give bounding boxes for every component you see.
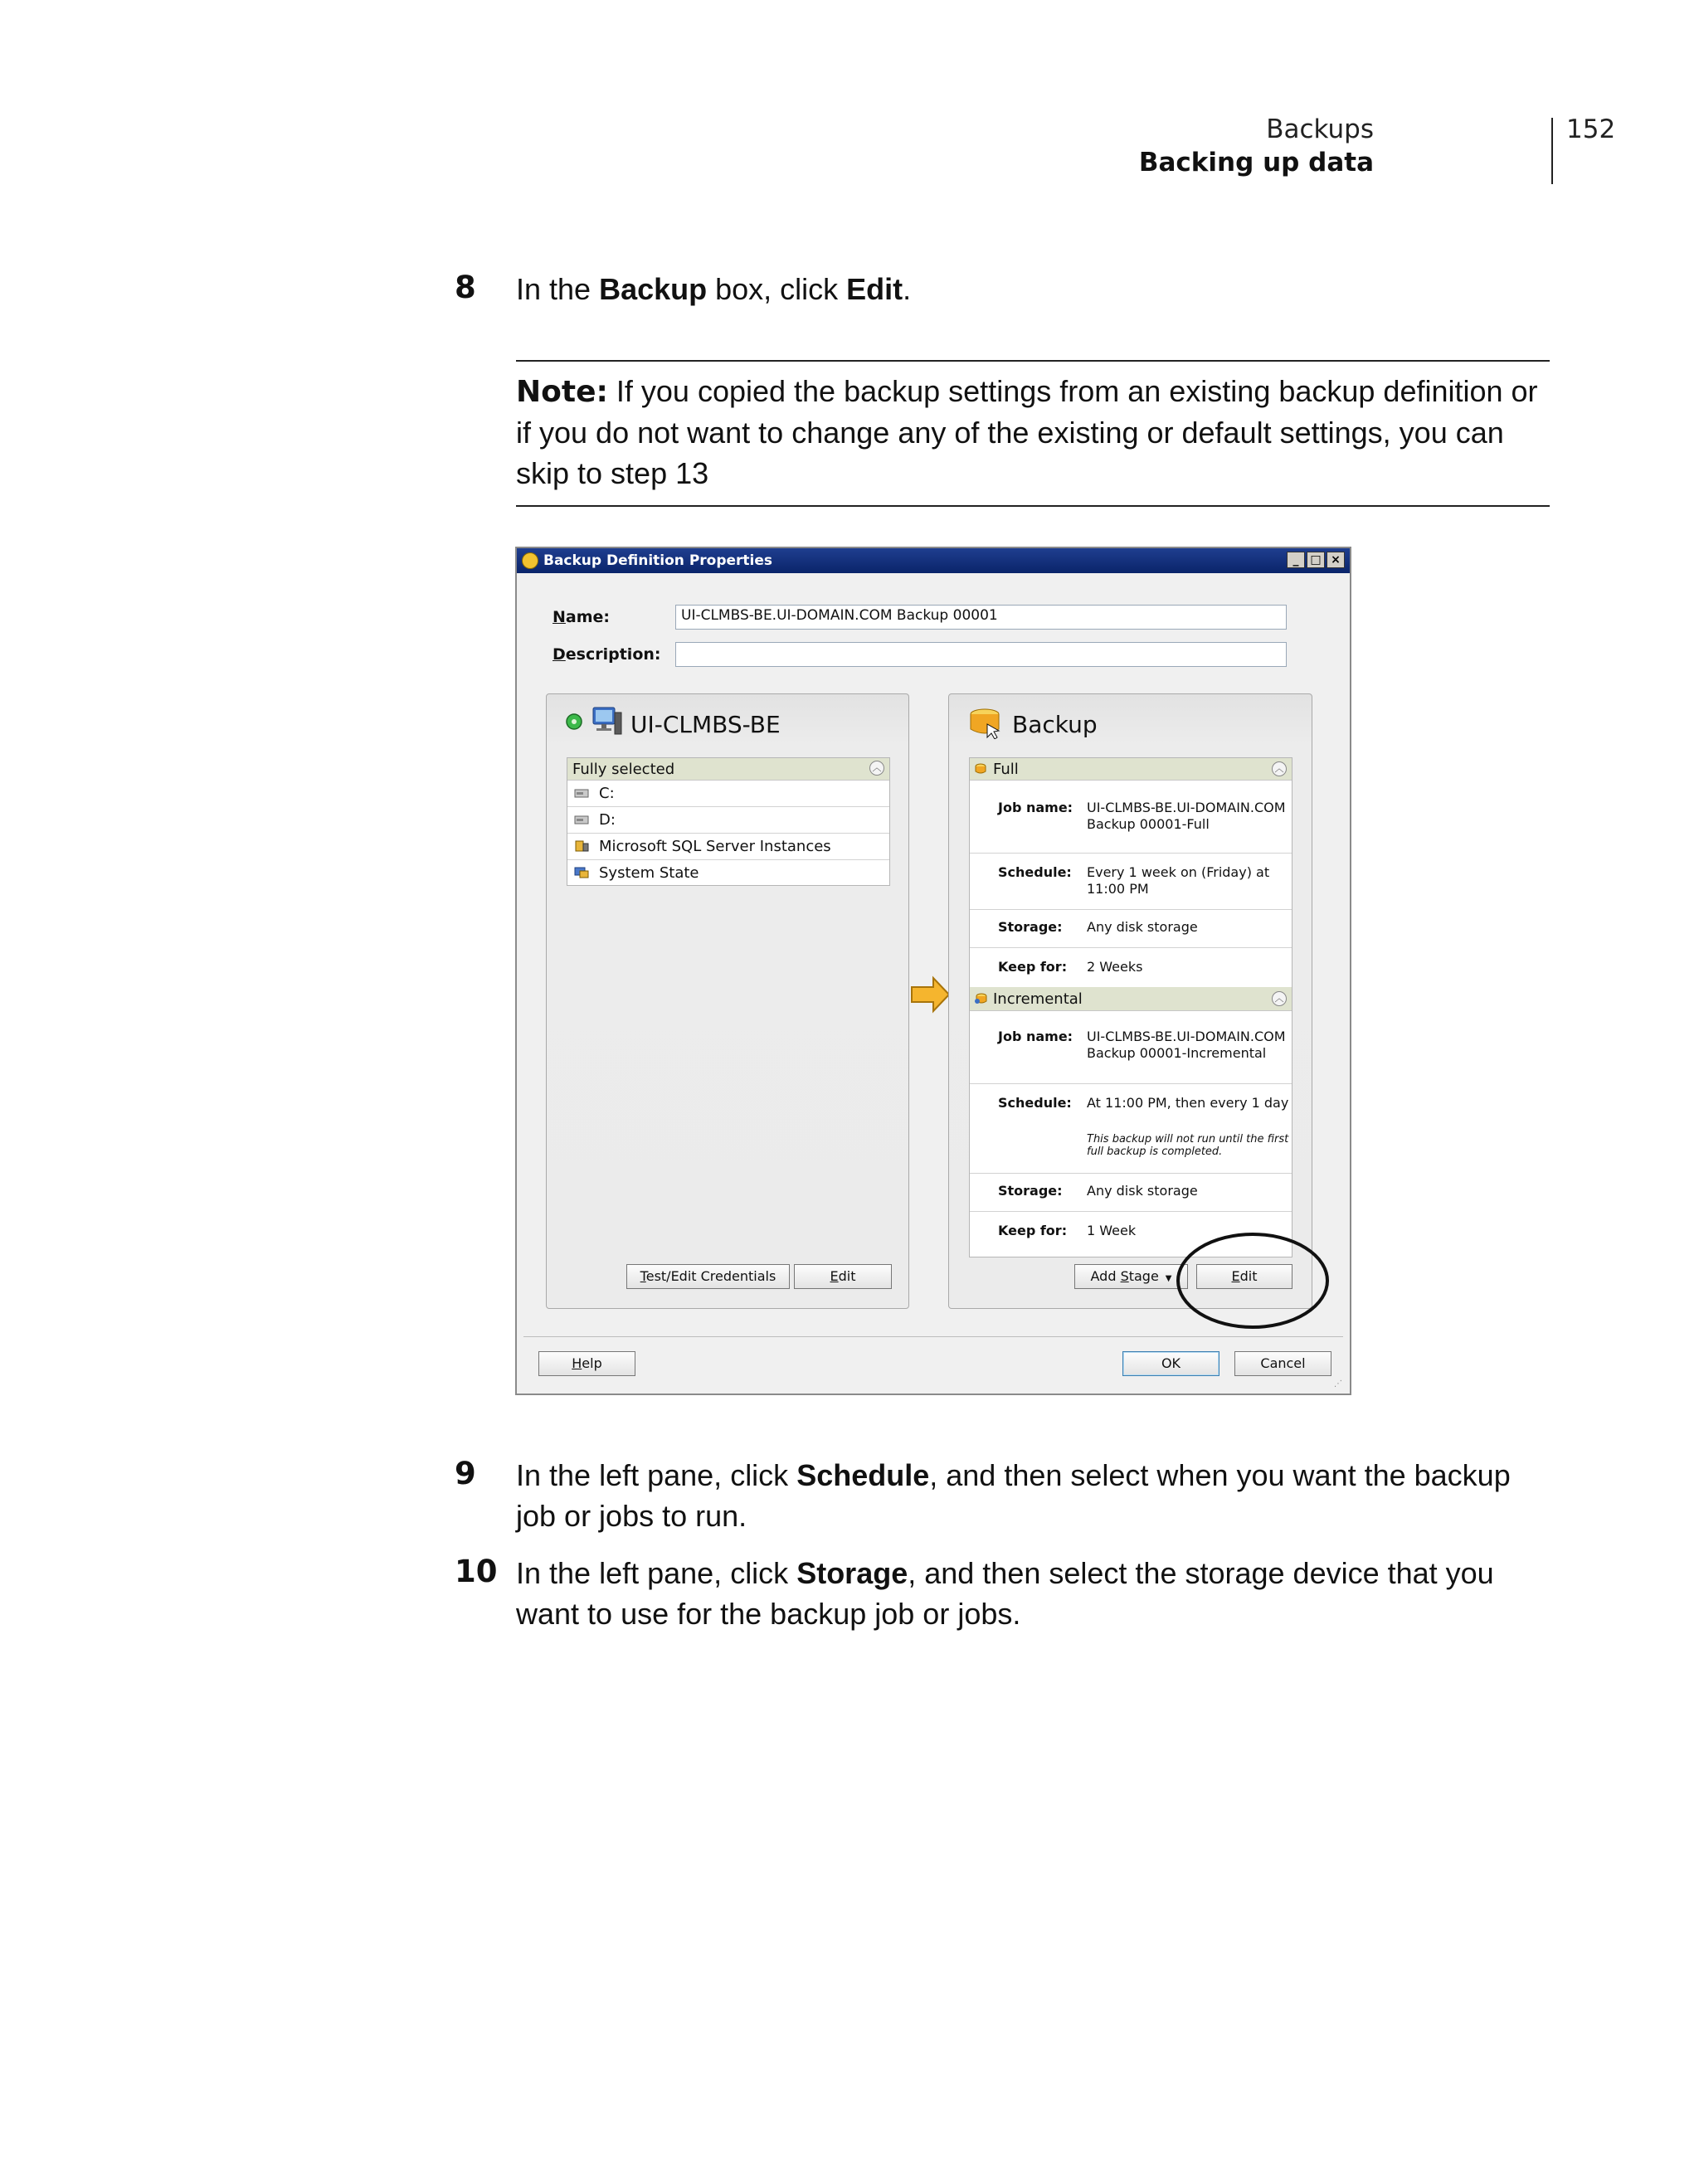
incremental-job-name-row: Job name: UI-CLMBS-BE.UI-DOMAIN.COM Backup 00001-Incremental [970, 1010, 1292, 1084]
header-divider [1551, 118, 1553, 184]
step-number: 9 [455, 1456, 476, 1491]
full-keep-row: Keep for: 2 Weeks [998, 959, 1143, 975]
highlight-circle [1171, 1233, 1335, 1342]
drive-icon [574, 787, 589, 799]
full-backup-icon [974, 762, 987, 776]
incremental-stage-header[interactable] [970, 987, 1292, 1011]
close-icon[interactable]: × [1327, 552, 1345, 568]
name-label: Name: [553, 608, 611, 626]
incremental-schedule-row: Schedule: At 11:00 PM, then every 1 day This backup will not run until the first full backup is completed. [970, 1083, 1292, 1174]
full-label: Full [993, 761, 1019, 778]
fully-selected-header[interactable] [567, 758, 889, 781]
backup-edit-button[interactable]: Edit [1196, 1264, 1293, 1289]
chapter-title: Backups [1266, 114, 1374, 144]
name-input[interactable]: UI-CLMBS-BE.UI-DOMAIN.COM Backup 00001 [675, 605, 1287, 630]
server-icon [591, 706, 623, 736]
incremental-label: Incremental [993, 990, 1083, 1008]
note-bottom-rule [516, 505, 1550, 507]
collapse-icon[interactable]: ︿ [1272, 761, 1287, 776]
dialog-title: Backup Definition Properties [543, 552, 773, 569]
group-label: Fully selected [572, 761, 675, 778]
step-number: 10 [455, 1554, 498, 1589]
source-pane [546, 693, 909, 1309]
page-header [1138, 114, 1616, 182]
collapse-icon[interactable]: ︿ [869, 761, 884, 776]
full-stage-header[interactable] [970, 758, 1292, 781]
cancel-button[interactable]: Cancel [1234, 1351, 1331, 1376]
source-title: UI-CLMBS-BE [630, 711, 781, 738]
dropdown-arrow-icon: ▼ [1165, 1274, 1172, 1283]
step-number: 8 [455, 270, 476, 305]
minimize-icon[interactable]: _ [1287, 552, 1305, 568]
dialog-titlebar [517, 548, 1350, 573]
help-button[interactable]: Help [538, 1351, 635, 1376]
full-job-name-row: Job name: UI-CLMBS-BE.UI-DOMAIN.COM Backup 00001-Full [970, 780, 1292, 854]
maximize-icon[interactable]: □ [1307, 552, 1325, 568]
backup-icon [969, 708, 1004, 739]
system-state-icon [574, 867, 589, 878]
backup-definition-dialog [515, 547, 1351, 1395]
backup-stages-list [969, 757, 1293, 1257]
source-edit-button[interactable]: Edit [794, 1264, 892, 1289]
resize-grip-icon[interactable]: ⋰ [1334, 1379, 1342, 1389]
step-text: In the Backup box, click Edit. [516, 272, 912, 306]
backup-pane [948, 693, 1312, 1309]
database-icon [574, 840, 589, 852]
section-title: Backing up data [1138, 148, 1374, 178]
test-edit-credentials-button[interactable]: Test/Edit Credentials [626, 1264, 790, 1289]
step-text: In the left pane, click Schedule, and then select when you want the backup job or jobs to run. [516, 1458, 1511, 1533]
backup-title: Backup [1012, 711, 1098, 738]
incremental-storage-row: Storage: Any disk storage [970, 1173, 1292, 1212]
step-text: In the left pane, click Storage, and then select the storage device that you want to use for the backup job or jobs. [516, 1556, 1494, 1631]
drive-icon [574, 814, 589, 825]
note: Note: If you copied the backup settings from an existing backup definition or if you do not want to change any of the existing or default settings, you can skip to step 13 [516, 374, 1538, 490]
status-ok-icon [565, 713, 583, 731]
incremental-keep-row: Keep for: 1 Week [998, 1223, 1137, 1238]
full-schedule-row: Schedule: Every 1 week on (Friday) at 11:00 PM [970, 853, 1292, 910]
collapse-icon[interactable]: ︿ [1272, 991, 1287, 1006]
backup-app-icon [522, 552, 538, 569]
list-item[interactable]: System State [567, 859, 889, 886]
list-item[interactable]: C: [567, 780, 889, 807]
button-separator [523, 1336, 1343, 1337]
add-stage-button[interactable]: Add Stage ▼ [1074, 1264, 1188, 1289]
description-label: Description: [553, 645, 661, 664]
note-top-rule [516, 360, 1550, 362]
arrow-right-icon [910, 975, 952, 1014]
ok-button[interactable]: OK [1122, 1351, 1219, 1376]
full-storage-row: Storage: Any disk storage [970, 909, 1292, 948]
incremental-backup-icon [974, 992, 987, 1005]
list-item[interactable]: D: [567, 806, 889, 834]
list-item[interactable]: Microsoft SQL Server Instances [567, 833, 889, 860]
source-selection-list [567, 757, 890, 886]
description-input[interactable] [675, 642, 1287, 667]
page-number: 152 [1566, 114, 1616, 144]
